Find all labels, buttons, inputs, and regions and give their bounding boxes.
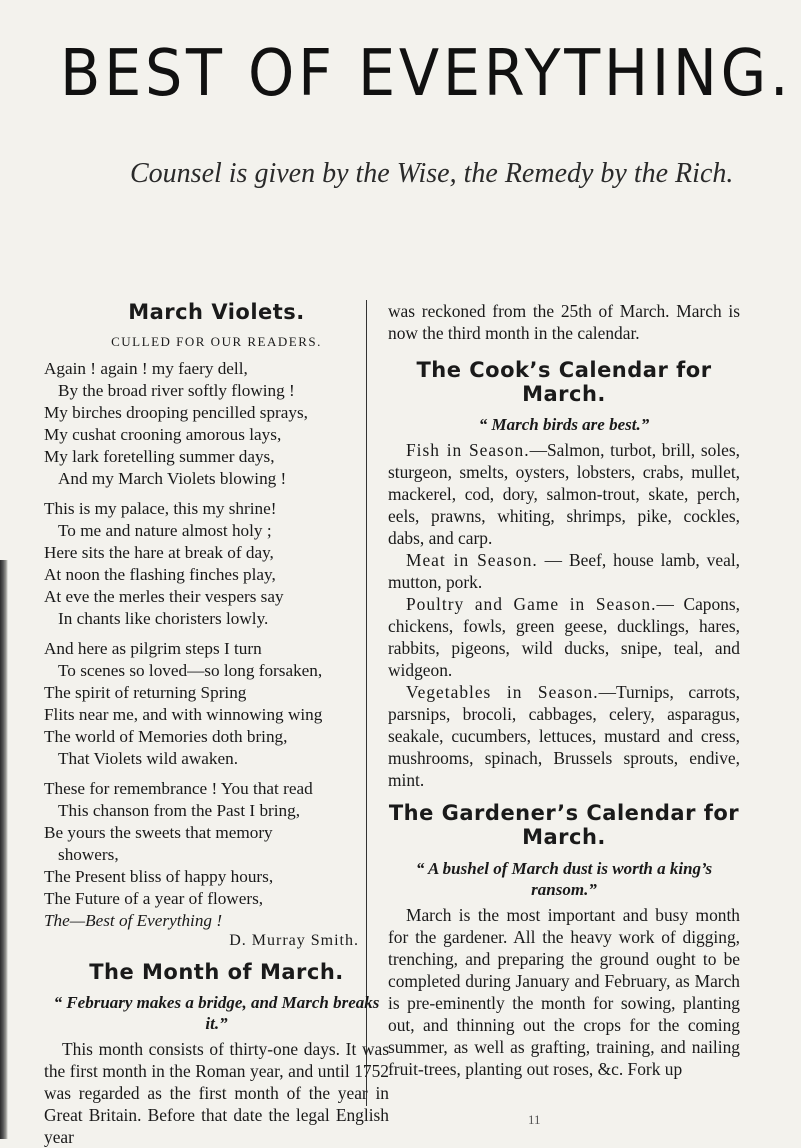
- meat-paragraph: [388, 549, 740, 593]
- poem-line: To scenes so loved—so long forsaken,: [58, 661, 323, 681]
- cook-calendar-heading: The Cook’s Calendar for March.: [416, 358, 712, 407]
- poem-line: Be yours the sweets that memory: [44, 823, 273, 843]
- poem-line: My cushat crooning amorous lays,: [44, 425, 282, 445]
- poem-line: The Future of a year of flowers,: [44, 889, 264, 909]
- poultry-label: Poultry and Game in Season.: [406, 594, 657, 615]
- poem-line: At eve the merles their vespers say: [44, 587, 284, 607]
- fish-paragraph: [388, 439, 740, 549]
- fish-label: Fish in Season.: [406, 440, 530, 461]
- poem-line: These for remembrance ! You that read: [44, 779, 313, 799]
- month-paragraph: This month consists of thirty-one days. It was the first month in the Roman year, and until 1752 was regarded as the first month of the year in Great Britain. Before that date the legal English year: [44, 1039, 389, 1148]
- poem-line: Again ! again ! my faery dell,: [44, 359, 248, 379]
- poem-line: At noon the flashing finches play,: [44, 565, 276, 585]
- poem-line: In chants like choristers lowly.: [58, 609, 269, 629]
- poem-line: And my March Violets blowing !: [58, 469, 287, 489]
- poem-subheading: CULLED FOR OUR READERS.: [111, 334, 322, 350]
- page-subtitle: Counsel is given by the Wise, the Remedy by the Rich.: [130, 158, 734, 189]
- poem-line: This is my palace, this my shrine!: [44, 499, 277, 519]
- poem-line: Flits near me, and with winnowing wing: [44, 705, 323, 725]
- gardener-paragraph: March is the most important and busy month for the gardener. All the heavy work of digging, trenching, and preparing the ground ought to be completed during January and February, as March is pre-eminently the month for sowing, planting out, and thinning out the crops for the coming summer, as well as grafting, training, and nailing fruit-trees, planting out roses, &c. Fork up: [388, 904, 740, 1079]
- month-paragraph-continued: was reckoned from the 25th of March. March is now the third month in the calendar.: [388, 301, 740, 343]
- poem-stanza-4: [44, 778, 389, 932]
- gardener-calendar-heading: The Gardener’s Calendar for March.: [388, 801, 740, 850]
- poem-line: And here as pilgrim steps I turn: [44, 639, 262, 659]
- poem-stanza-1: [44, 358, 389, 490]
- month-quote: “ February makes a bridge, and March breaks it.”: [53, 993, 380, 1034]
- month-heading: The Month of March.: [89, 960, 344, 985]
- right-column: [388, 300, 740, 1080]
- poem-line: The Present bliss of happy hours,: [44, 867, 274, 887]
- poem-author: D. Murray Smith.: [229, 932, 359, 950]
- meat-text: — Beef, house lamb, veal, mutton, pork.: [388, 550, 740, 593]
- poultry-text: — Capons, chickens, fowls, green geese, ducklings, hares, rabbits, pigeons, wild ducks, snipe, teal, and widgeon.: [388, 594, 740, 681]
- poem-line: This chanson from the Past I bring,: [58, 801, 301, 821]
- gardener-quote: “ A bushel of March dust is worth a king’s ransom.”: [415, 858, 713, 899]
- poem-line: showers,: [58, 845, 119, 865]
- poem-stanza-3: [44, 638, 389, 770]
- page-number: 11: [528, 1112, 541, 1127]
- vegetables-text: —Turnips, carrots, parsnips, brocoli, cabbages, celery, asparagus, seakale, cucumbers, lettuces, mustard and cress, mushrooms, spinach, Brussels sprouts, endive, mint.: [388, 682, 740, 791]
- poultry-paragraph: [388, 593, 740, 681]
- poem-line: That Violets wild awaken.: [58, 749, 239, 769]
- poem-line: The spirit of returning Spring: [44, 683, 247, 703]
- vegetables-label: Vegetables in Season.: [406, 682, 599, 703]
- poem-line: My birches drooping pencilled sprays,: [44, 403, 308, 423]
- meat-label: Meat in Season.: [406, 550, 538, 571]
- poem-line: To me and nature almost holy ;: [58, 521, 272, 541]
- page-edge-shadow: [0, 560, 8, 1139]
- poem-heading: March Violets.: [128, 300, 305, 324]
- cook-quote: “ March birds are best.”: [478, 415, 650, 435]
- poem-line: By the broad river softly flowing !: [58, 381, 295, 401]
- left-column: [44, 300, 389, 1148]
- poem-line: Here sits the hare at break of day,: [44, 543, 274, 563]
- vegetables-paragraph: [388, 681, 740, 791]
- poem-stanza-2: [44, 498, 389, 630]
- poem-line: The world of Memories doth bring,: [44, 727, 288, 747]
- poem-line: My lark foretelling summer days,: [44, 447, 275, 467]
- poem-line: The—Best of Everything !: [44, 911, 223, 931]
- page-title: BEST OF EVERYTHING.: [60, 37, 793, 111]
- fish-text: —Salmon, turbot, brill, soles, sturgeon, smelts, oysters, lobsters, crabs, mullet, mackerel, cod, dory, salmon-trout, skate, perch, eels, prawns, whiting, shrimps, pike, cockles, dabs, and carp.: [388, 440, 740, 549]
